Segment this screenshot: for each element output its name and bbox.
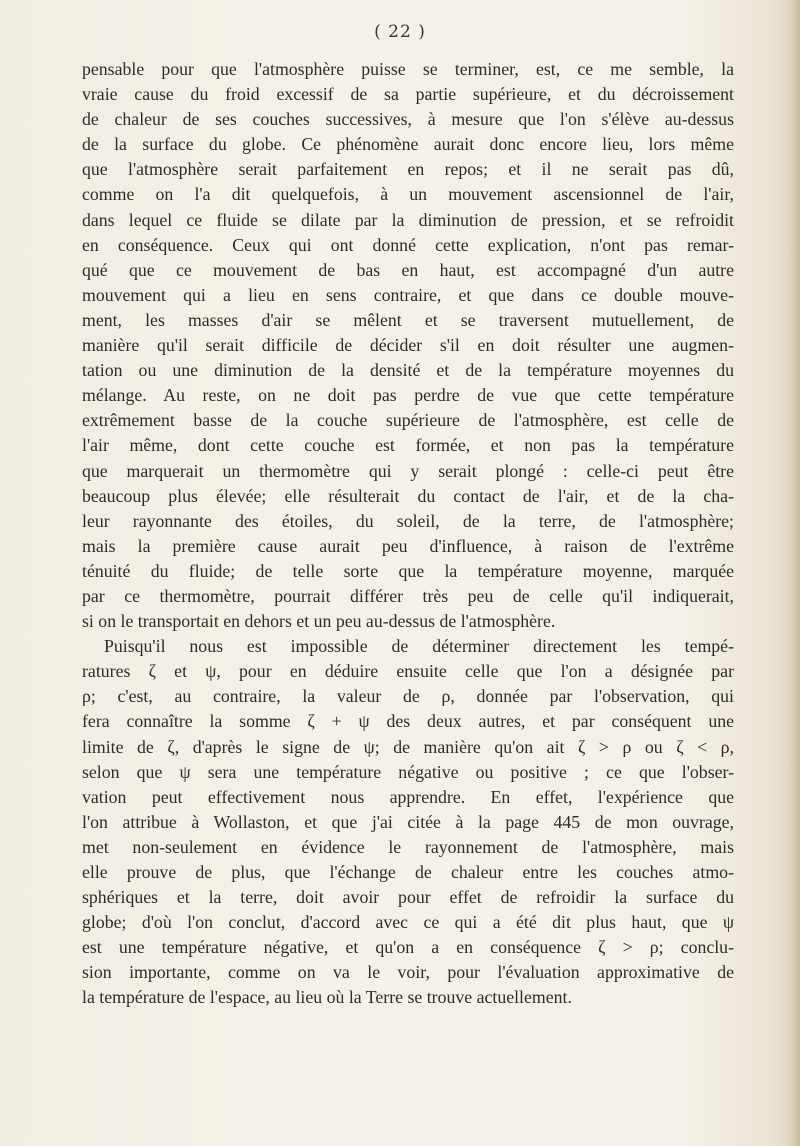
text-line: qué que ce mouvement de bas en haut, est accompagné d'un autre [82,259,734,280]
text-line: de la surface du globe. Ce phénomène aurait donc encore lieu, lors même [82,134,734,155]
text-line: si on le transportait en dehors et un peu au-dessus de l'atmosphère. [82,611,556,632]
text-line: ratures ζ et ψ, pour en déduire ensuite celle que l'on a désignée par [82,661,734,682]
text-line: tation ou une diminution de la densité et de la température moyennes du [82,360,734,381]
text-line: dans lequel ce fluide se dilate par la diminution de pression, et se refroidit [82,209,734,230]
text-line: en conséquence. Ceux qui ont donné cette explication, n'ont pas remar- [82,234,734,255]
text-line: selon que ψ sera une température négative ou positive ; ce que l'obser- [82,761,734,782]
text-line: par ce thermomètre, pourrait différer très peu de celle qu'il indiquerait, [82,585,734,606]
text-line: ment, les masses d'air se mêlent et se traversent mutuellement, de [82,309,734,330]
text-line: met non-seulement en évidence le rayonnement de l'atmosphère, mais [82,836,734,857]
text-line: mais la première cause aurait peu d'influence, à raison de l'extrême [82,535,734,556]
text-line: leur rayonnante des étoiles, du soleil, de la terre, de l'atmosphère; [82,510,734,531]
text-line: est une température négative, et qu'on a en conséquence ζ > ρ; conclu- [82,937,734,958]
text-line: la température de l'espace, au lieu où la Terre se trouve actuellement. [82,987,572,1008]
text-line: beaucoup plus élevée; elle résulterait du contact de l'air, et de la cha- [82,485,734,506]
text-line: que l'atmosphère serait parfaitement en repos; et il ne serait pas dû, [82,159,734,180]
text-line: mouvement qui a lieu en sens contraire, et que dans ce double mouve- [82,284,734,305]
text-line: sion importante, comme on va le voir, pour l'évaluation approximative de [82,962,734,983]
text-line: comme on l'a dit quelquefois, à un mouvement ascensionnel de l'air, [82,184,734,205]
text-line: mélange. Au reste, on ne doit pas perdre de vue que cette température [82,385,734,406]
body-text [82,57,734,1011]
text-line: fera connaître la somme ζ + ψ des deux autres, et par conséquent une [82,711,734,732]
text-line: l'air même, dont cette couche est formée, et non pas la température [82,435,734,456]
text-line: limite de ζ, d'après le signe de ψ; de manière qu'on ait ζ > ρ ou ζ < ρ, [82,736,734,757]
text-line: vation peut effectivement nous apprendre. En effet, l'expérience que [82,786,734,807]
text-line: l'on attribue à Wollaston, et que j'ai citée à la page 445 de mon ouvrage, [82,811,734,832]
text-line: sphériques et la terre, doit avoir pour effet de refroidir la surface du [82,887,734,908]
text-line: extrêmement basse de la couche supérieure de l'atmosphère, est celle de [82,410,734,431]
text-line: pensable pour que l'atmosphère puisse se terminer, est, ce me semble, la [82,59,734,79]
text-line: que marquerait un thermomètre qui y serait plongé : celle-ci peut être [82,460,734,481]
page-edge-shadow [790,0,800,1146]
text-line: ténuité du fluide; de telle sorte que la température moyenne, marquée [82,560,734,581]
text-line: globe; d'où l'on conclut, d'accord avec ce qui a été dit plus haut, que ψ [82,912,734,933]
text-line: ρ; c'est, au contraire, la valeur de ρ, donnée par l'observation, qui [82,686,734,707]
text-line: elle prouve de plus, que l'échange de chaleur entre les couches atmo- [82,862,734,882]
text-line: Puisqu'il nous est impossible de déterminer directement les tempé- [104,636,734,657]
text-line: manière qu'il serait difficile de décider s'il en doit résulter une augmen- [82,335,734,356]
text-line: de chaleur de ses couches successives, à mesure que l'on s'élève au-dessus [82,109,734,130]
page-number: ( 22 ) [374,22,426,42]
text-line: vraie cause du froid excessif de sa partie supérieure, et du décroissement [82,84,734,105]
